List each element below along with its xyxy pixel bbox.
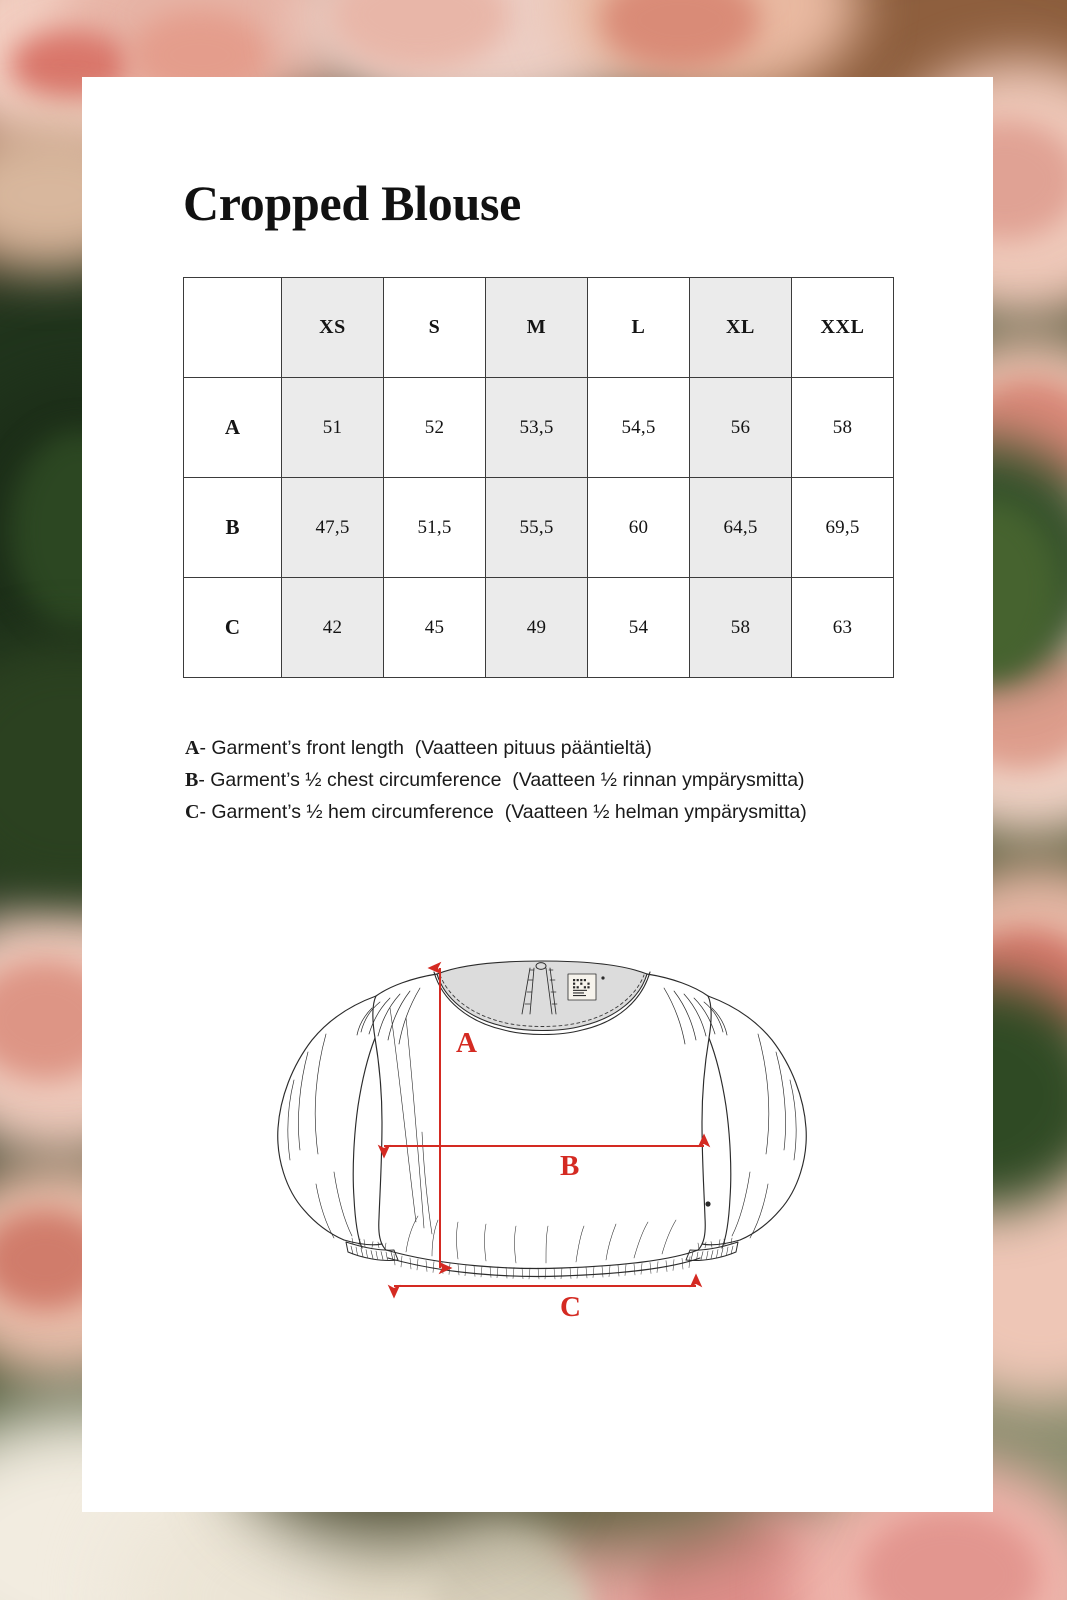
cell-c-s: 45 xyxy=(384,578,486,678)
sleeve-left-shoulder-gathers xyxy=(357,988,420,1044)
sleeve-left-drape xyxy=(288,1034,352,1238)
legend-finnish-a: (Vaatteen pituus pääntieltä) xyxy=(414,737,652,759)
legend-key-a: A xyxy=(185,737,200,759)
cell-c-xxl: 63 xyxy=(792,578,894,678)
blouse-flat-sketch xyxy=(278,961,807,1279)
table-corner-cell xyxy=(184,278,282,378)
legend-line-b xyxy=(185,764,807,796)
legend-finnish-c: (Vaatteen ½ helman ympärysmitta) xyxy=(504,801,807,823)
legend-dash-a: - xyxy=(199,737,206,759)
sleeve-right-shoulder-gathers xyxy=(664,988,727,1044)
size-measurements-table xyxy=(183,277,894,678)
table-row xyxy=(184,578,894,678)
row-label-b: B xyxy=(184,478,282,578)
cell-b-xs: 47,5 xyxy=(282,478,384,578)
column-header-xxl: XXL xyxy=(792,278,894,378)
column-header-xs: XS xyxy=(282,278,384,378)
table-row xyxy=(184,378,894,478)
column-header-s: S xyxy=(384,278,486,378)
hem-band-top xyxy=(386,1250,698,1268)
column-header-l: L xyxy=(588,278,690,378)
cell-a-l: 54,5 xyxy=(588,378,690,478)
table-header-row xyxy=(184,278,894,378)
cell-b-s: 51,5 xyxy=(384,478,486,578)
legend-english-c: Garment’s ½ hem circumference xyxy=(211,801,494,823)
cell-c-xs: 42 xyxy=(282,578,384,678)
body-drape-lines xyxy=(390,1008,432,1234)
row-label-c: C xyxy=(184,578,282,678)
body-left-edge xyxy=(373,974,437,1250)
legend-dash-b: - xyxy=(198,769,205,791)
sleeve-left-cuff-top xyxy=(344,1240,382,1245)
hem-gather-wisps xyxy=(406,1216,676,1263)
legend-line-c xyxy=(185,796,807,828)
legend-english-a: Garment’s front length xyxy=(211,737,404,759)
row-label-a: A xyxy=(184,378,282,478)
cell-b-xxl: 69,5 xyxy=(792,478,894,578)
sleeve-right-outer xyxy=(708,996,806,1240)
legend-line-a xyxy=(185,732,807,764)
measure-label-c: C xyxy=(560,1291,581,1323)
cell-a-s: 52 xyxy=(384,378,486,478)
legend-finnish-b: (Vaatteen ½ rinnan ympärysmitta) xyxy=(512,769,805,791)
cell-b-xl: 64,5 xyxy=(690,478,792,578)
body-right-edge xyxy=(647,974,711,1250)
cell-a-xxl: 58 xyxy=(792,378,894,478)
neckline-inner-back xyxy=(437,961,647,1031)
hem-shirring xyxy=(394,1254,690,1279)
size-chart-card xyxy=(82,77,993,1512)
cell-b-l: 60 xyxy=(588,478,690,578)
sleeve-right-drape xyxy=(732,1034,796,1238)
sleeve-right-cuff-top xyxy=(702,1240,740,1245)
sleeve-left-outer xyxy=(278,996,376,1240)
table-row xyxy=(184,478,894,578)
page-title: Cropped Blouse xyxy=(183,174,522,231)
cell-c-xl: 58 xyxy=(690,578,792,678)
legend-english-b: Garment’s ½ chest circumference xyxy=(210,769,502,791)
cell-c-m: 49 xyxy=(486,578,588,678)
legend-key-b: B xyxy=(185,769,199,791)
measure-label-a: A xyxy=(456,1027,477,1059)
cell-a-xs: 51 xyxy=(282,378,384,478)
cell-b-m: 55,5 xyxy=(486,478,588,578)
measurement-legend xyxy=(185,732,807,828)
column-header-xl: XL xyxy=(690,278,792,378)
legend-key-c: C xyxy=(185,801,200,823)
column-header-m: M xyxy=(486,278,588,378)
sleeve-right-inner xyxy=(709,1038,731,1248)
side-detail-dot xyxy=(705,1201,710,1206)
sleeve-left-inner xyxy=(353,1038,375,1248)
legend-dash-c: - xyxy=(199,801,206,823)
cell-c-l: 54 xyxy=(588,578,690,678)
measure-label-b: B xyxy=(560,1150,580,1182)
cell-a-m: 53,5 xyxy=(486,378,588,478)
garment-illustration xyxy=(272,922,812,1342)
label-dot xyxy=(601,976,604,979)
cell-a-xl: 56 xyxy=(690,378,792,478)
